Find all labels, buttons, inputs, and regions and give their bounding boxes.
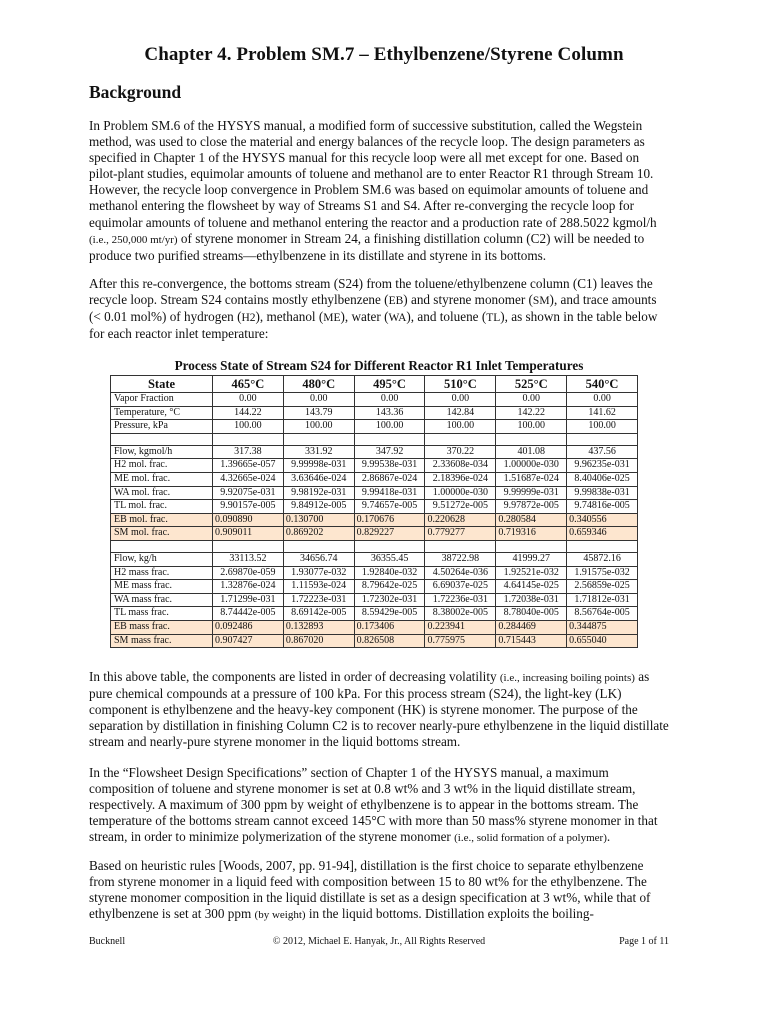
table-cell: 9.99999e-031 (496, 486, 567, 500)
table-cell: 1.72302e-031 (354, 593, 425, 607)
table-cell: 0.775975 (425, 634, 496, 648)
table-cell: 143.79 (283, 406, 354, 420)
table-cell: 8.40406e-025 (567, 472, 638, 486)
table-cell: 0.344875 (567, 620, 638, 634)
table-cell: 1.32876e-024 (213, 580, 284, 594)
spacer-cell (354, 540, 425, 552)
column-header: State (111, 376, 213, 393)
table-cell: 0.826508 (354, 634, 425, 648)
row-label: TL mass frac. (111, 607, 213, 621)
table-cell: 2.56859e-025 (567, 580, 638, 594)
row-label: EB mass frac. (111, 620, 213, 634)
table-cell: 4.50264e-036 (425, 566, 496, 580)
table-cell: 0.00 (425, 393, 496, 407)
abbrev-h2: H2 (241, 312, 256, 325)
table-cell: 142.84 (425, 406, 496, 420)
table-cell: 9.84912e-005 (283, 500, 354, 514)
table-cell: 4.32665e-024 (213, 472, 284, 486)
row-label: Pressure, kPa (111, 420, 213, 434)
column-header: 540°C (567, 376, 638, 393)
page-footer (89, 936, 669, 950)
table-cell: 1.11593e-024 (283, 580, 354, 594)
table-cell: 0.659346 (567, 527, 638, 541)
table-row (111, 593, 638, 607)
table-cell: 0.779277 (425, 527, 496, 541)
table-cell: 1.92521e-032 (496, 566, 567, 580)
table-cell: 100.00 (354, 420, 425, 434)
table-cell: 0.909011 (213, 527, 284, 541)
table-row (111, 459, 638, 473)
table-cell: 9.74657e-005 (354, 500, 425, 514)
table-row (111, 607, 638, 621)
text-run: Based on heuristic rules [Woods, 2007, pp. 91-94], distillation is the first choice to separate ethylbenzene from styrene monomer in a liquid feed with composition between 15 to 80 wt% for the ethylbenzene. The styrene monomer composition in the liquid distillate is set as a design specification at 3 wt%, while that of ethylbenzene is set at 300 ppm (89, 858, 651, 922)
column-header: 525°C (496, 376, 567, 393)
row-label: H2 mol. frac. (111, 459, 213, 473)
row-label: SM mol. frac. (111, 527, 213, 541)
abbrev-tl: TL (486, 312, 501, 325)
table-header-row (111, 376, 638, 393)
row-label: ME mass frac. (111, 580, 213, 594)
table-cell: 9.99538e-031 (354, 459, 425, 473)
table-cell: 370.22 (425, 445, 496, 459)
spacer-cell (567, 433, 638, 445)
table-row (111, 420, 638, 434)
table-cell: 1.51687e-024 (496, 472, 567, 486)
text-run: In this above table, the components are listed in order of decreasing volatility (89, 669, 500, 684)
table-cell: 100.00 (496, 420, 567, 434)
table-cell: 9.92075e-031 (213, 486, 284, 500)
table-cell: 0.655040 (567, 634, 638, 648)
spacer-cell (111, 433, 213, 445)
table-cell: 38722.98 (425, 552, 496, 566)
table-cell: 1.00000e-030 (425, 486, 496, 500)
text-run: ), as shown in the table below for each reactor inlet temperature: (89, 309, 658, 342)
page-title: Chapter 4. Problem SM.7 – Ethylbenzene/Styrene Column (144, 44, 624, 65)
table-cell: 1.71299e-031 (213, 593, 284, 607)
table-spacer-row (111, 433, 638, 445)
text-run: of styrene monomer in Stream 24, a finishing distillation column (C2) will be needed to produce two purified streams—ethylbenzene in its distillate and styrene in its bottoms. (89, 230, 645, 263)
table-cell: 1.72038e-031 (496, 593, 567, 607)
row-label: EB mol. frac. (111, 513, 213, 527)
text-run: In Problem SM.6 of the HYSYS manual, a modified form of successive substitution, called the Wegstein method, was used to close the material and energy balances of the recycle loop. The design parameters as specified in Chapter 1 of the HYSYS manual for this recycle loop were all met except for one. Based on pilot-plant studies, equimolar amounts of toluene and methanol are to enter Reactor R1 through Stream 10. However, the recycle loop convergence in Problem SM.6 was based on equimolar amounts of toluene and methanol entering the flowsheet by way of Streams S1 and S4. After re-converging the recycle loop for equimolar amounts of toluene and methanol entering the reactor and a production rate of 288.5022 kgmol/h (89, 118, 657, 230)
table-row (111, 527, 638, 541)
table-cell: 0.284469 (496, 620, 567, 634)
table-cell: 0.173406 (354, 620, 425, 634)
table-caption: Process State of Stream S24 for Different Reactor R1 Inlet Temperatures (174, 358, 584, 373)
table-cell: 144.22 (213, 406, 284, 420)
table-cell: 0.130700 (283, 513, 354, 527)
table-row (111, 500, 638, 514)
text-run: ) and styrene monomer ( (403, 292, 533, 308)
spacer-cell (111, 540, 213, 552)
table-cell: 100.00 (567, 420, 638, 434)
spacer-cell (213, 433, 284, 445)
table-cell: 2.86867e-024 (354, 472, 425, 486)
table-cell: 0.00 (567, 393, 638, 407)
column-header: 480°C (283, 376, 354, 393)
table-cell: 3.63646e-024 (283, 472, 354, 486)
table-row (111, 445, 638, 459)
table-cell: 1.72236e-031 (425, 593, 496, 607)
column-header: 495°C (354, 376, 425, 393)
table-cell: 2.33608e-034 (425, 459, 496, 473)
text-run-small: (i.e., 250,000 mt/yr) (89, 233, 178, 246)
table-cell: 0.00 (213, 393, 284, 407)
text-run: ), and toluene ( (406, 309, 487, 325)
footer-copyright: © 2012, Michael E. Hanyak, Jr., All Rights Reserved (272, 936, 486, 947)
table-cell: 41999.27 (496, 552, 567, 566)
table-cell: 100.00 (425, 420, 496, 434)
paragraph-volatility (89, 669, 669, 750)
abbrev-wa: WA (388, 312, 407, 325)
text-run: in the liquid bottoms. Distillation exploits the boiling- (305, 906, 594, 922)
column-header: 510°C (425, 376, 496, 393)
table-cell: 141.62 (567, 406, 638, 420)
text-run-small: (i.e., increasing boiling points) (499, 672, 635, 684)
table-cell: 0.00 (354, 393, 425, 407)
table-row (111, 486, 638, 500)
table-cell: 142.22 (496, 406, 567, 420)
spacer-cell (425, 433, 496, 445)
paragraph-design-specs (89, 765, 669, 846)
table-cell: 8.78040e-005 (496, 607, 567, 621)
table-cell: 9.74816e-005 (567, 500, 638, 514)
table-cell: 9.98192e-031 (283, 486, 354, 500)
table-cell: 33113.52 (213, 552, 284, 566)
table-row (111, 620, 638, 634)
paragraph-heuristics (89, 858, 669, 923)
table-cell: 0.223941 (425, 620, 496, 634)
row-label: Vapor Fraction (111, 393, 213, 407)
text-run-small: (by weight) (254, 909, 306, 922)
spacer-cell (283, 433, 354, 445)
table-cell: 45872.16 (567, 552, 638, 566)
table-cell: 1.72223e-031 (283, 593, 354, 607)
paragraph-background-2 (89, 276, 669, 342)
text-run: as pure chemical compounds at a pressure of 100 kPa. For this process stream (S24), the light-key (LK) component is ethylbenzene and the heavy-key component (HK) is styrene monomer. The purpose of the separation by distillation in finishing Column C2 is to recover nearly-pure ethylbenzene in the liquid distillate stream and nearly-pure styrene monomer in the liquid bottoms stream. (89, 669, 669, 750)
table-cell: 9.99998e-031 (283, 459, 354, 473)
table-row (111, 472, 638, 486)
table-cell: 1.00000e-030 (496, 459, 567, 473)
table-row (111, 580, 638, 594)
table-cell: 1.71812e-031 (567, 593, 638, 607)
spacer-cell (425, 540, 496, 552)
row-label: TL mol. frac. (111, 500, 213, 514)
spacer-cell (496, 540, 567, 552)
table-cell: 437.56 (567, 445, 638, 459)
footer-page-number: Page 1 of 11 (619, 936, 669, 947)
table-cell: 0.092486 (213, 620, 284, 634)
column-header: 465°C (213, 376, 284, 393)
row-label: SM mass frac. (111, 634, 213, 648)
table-cell: 8.38002e-005 (425, 607, 496, 621)
text-run: ), methanol ( (255, 309, 324, 325)
section-heading: Background (89, 82, 182, 102)
table-row (111, 513, 638, 527)
text-run: ), water ( (340, 309, 389, 325)
table-cell: 9.96235e-031 (567, 459, 638, 473)
spacer-cell (567, 540, 638, 552)
table-cell: 0.715443 (496, 634, 567, 648)
text-run-small: (i.e., solid formation of a polymer) (454, 832, 607, 845)
text-run: After this re-convergence, the bottoms stream (S24) from the toluene/ethylbenzene column (C1) leaves the recycle loop. Stream S24 contains mostly ethylbenzene ( (89, 276, 653, 308)
table-row (111, 566, 638, 580)
row-label: Temperature, °C (111, 406, 213, 420)
spacer-cell (283, 540, 354, 552)
row-label: Flow, kgmol/h (111, 445, 213, 459)
table-cell: 0.220628 (425, 513, 496, 527)
text-run: . (606, 829, 611, 845)
table-cell: 9.97872e-005 (496, 500, 567, 514)
table-cell: 143.36 (354, 406, 425, 420)
table-cell: 0.132893 (283, 620, 354, 634)
spacer-cell (354, 433, 425, 445)
table-cell: 0.907427 (213, 634, 284, 648)
table-cell: 347.92 (354, 445, 425, 459)
table-cell: 9.99838e-031 (567, 486, 638, 500)
table-cell: 0.00 (283, 393, 354, 407)
table-cell: 331.92 (283, 445, 354, 459)
table-cell: 0.00 (496, 393, 567, 407)
footer-institution: Bucknell (89, 936, 126, 947)
table-cell: 100.00 (283, 420, 354, 434)
table-cell: 9.90157e-005 (213, 500, 284, 514)
table-cell: 8.56764e-005 (567, 607, 638, 621)
table-cell: 0.280584 (496, 513, 567, 527)
stream-state-table (110, 375, 638, 648)
table-cell: 4.64145e-025 (496, 580, 567, 594)
table-cell: 6.69037e-025 (425, 580, 496, 594)
table-cell: 1.91575e-032 (567, 566, 638, 580)
table-spacer-row (111, 540, 638, 552)
table-cell: 0.869202 (283, 527, 354, 541)
row-label: H2 mass frac. (111, 566, 213, 580)
table-cell: 8.69142e-005 (283, 607, 354, 621)
text-run: In the “Flowsheet Design Specifications” section of Chapter 1 of the HYSYS manual, a maximum composition of toluene and styrene monomer is set at 0.8 wt% and 3 wt% in the liquid distillate stream, respectively. A maximum of 300 ppm by weight of ethylbenzene is to appear in the bottoms stream. The temperature of the bottoms stream cannot exceed 145°C with more than 50 mass% styrene monomer in that stream, in order to minimize polymerization of the styrene monomer (89, 765, 658, 845)
spacer-cell (496, 433, 567, 445)
table-cell: 8.59429e-005 (354, 607, 425, 621)
table-cell: 0.867020 (283, 634, 354, 648)
table-row (111, 406, 638, 420)
table-cell: 9.99418e-031 (354, 486, 425, 500)
text-run: ), and trace amounts (< 0.01 mol%) of hydrogen ( (89, 292, 657, 325)
table-cell: 0.170676 (354, 513, 425, 527)
table-row (111, 634, 638, 648)
table-cell: 1.92840e-032 (354, 566, 425, 580)
table-row (111, 552, 638, 566)
spacer-cell (213, 540, 284, 552)
row-label: WA mass frac. (111, 593, 213, 607)
table-row (111, 393, 638, 407)
table-cell: 0.719316 (496, 527, 567, 541)
row-label: Flow, kg/h (111, 552, 213, 566)
table-cell: 1.39665e-057 (213, 459, 284, 473)
table-cell: 100.00 (213, 420, 284, 434)
table-cell: 401.08 (496, 445, 567, 459)
table-cell: 8.79642e-025 (354, 580, 425, 594)
table-cell: 0.340556 (567, 513, 638, 527)
abbrev-me: ME (323, 312, 341, 325)
table-cell: 0.090890 (213, 513, 284, 527)
row-label: ME mol. frac. (111, 472, 213, 486)
paragraph-background-1 (89, 118, 669, 264)
row-label: WA mol. frac. (111, 486, 213, 500)
table-cell: 2.69870e-059 (213, 566, 284, 580)
table-cell: 9.51272e-005 (425, 500, 496, 514)
table-cell: 34656.74 (283, 552, 354, 566)
table-cell: 0.829227 (354, 527, 425, 541)
table-cell: 36355.45 (354, 552, 425, 566)
abbrev-sm: SM (532, 295, 550, 308)
table-cell: 1.93077e-032 (283, 566, 354, 580)
abbrev-eb: EB (388, 295, 404, 308)
table-cell: 8.74442e-005 (213, 607, 284, 621)
table-cell: 317.38 (213, 445, 284, 459)
table-cell: 2.18396e-024 (425, 472, 496, 486)
